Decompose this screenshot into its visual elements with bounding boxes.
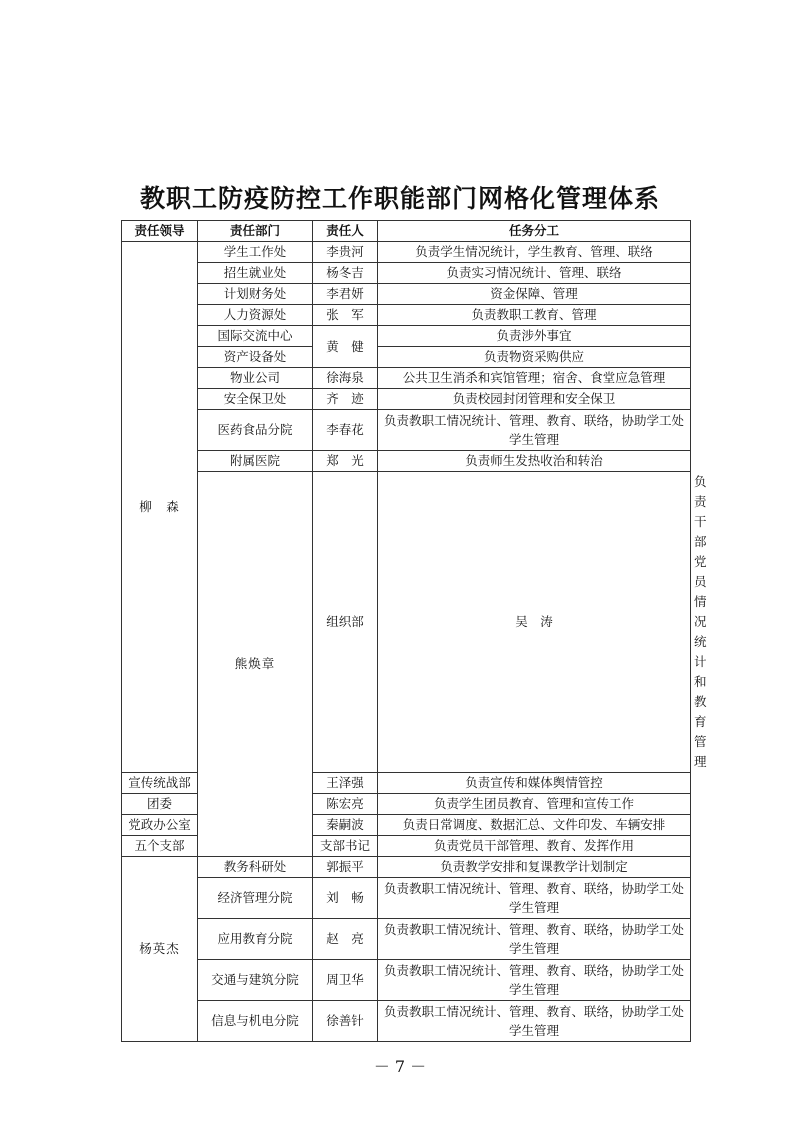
leader-cell: 杨英杰 (122, 857, 198, 1042)
page-number: － 7 － (373, 1057, 427, 1076)
dept-cell: 党政办公室 (122, 815, 198, 836)
dept-cell: 安全保卫处 (198, 389, 313, 410)
task-cell: 负责日常调度、数据汇总、文件印发、车辆安排 (378, 815, 691, 836)
task-cell: 负责学生团员教育、管理和宣传工作 (378, 794, 691, 815)
dept-cell: 附属医院 (198, 451, 313, 472)
table-row (122, 326, 691, 347)
dept-cell: 学生工作处 (198, 242, 313, 263)
task-cell: 资金保障、管理 (378, 284, 691, 305)
task-cell: 负责物资采购供应 (378, 347, 691, 368)
person-cell: 周卫华 (313, 960, 378, 1001)
table-row (122, 960, 691, 1001)
person-cell: 李贵河 (313, 242, 378, 263)
person-cell: 黄 健 (313, 326, 378, 368)
header-person: 责任人 (313, 221, 378, 242)
dept-cell: 计划财务处 (198, 284, 313, 305)
table-row (122, 389, 691, 410)
person-cell: 徐海泉 (313, 368, 378, 389)
task-cell: 负责党员干部管理、教育、发挥作用 (378, 836, 691, 857)
leader-cell: 柳 森 (122, 242, 198, 773)
table-row (122, 242, 691, 263)
dept-cell: 宣传统战部 (122, 773, 198, 794)
leader-cell: 熊焕章 (198, 472, 313, 857)
task-cell: 公共卫生消杀和宾馆管理；宿舍、食堂应急管理 (378, 368, 691, 389)
table-row (122, 1001, 691, 1042)
person-cell: 赵 亮 (313, 919, 378, 960)
dept-cell: 国际交流中心 (198, 326, 313, 347)
document-title: 教职工防疫防控工作职能部门网格化管理体系 (139, 184, 660, 213)
dept-cell: 资产设备处 (198, 347, 313, 368)
dept-cell: 教务科研处 (198, 857, 313, 878)
dept-cell: 物业公司 (198, 368, 313, 389)
task-cell: 负责涉外事宜 (378, 326, 691, 347)
dept-cell: 交通与建筑分院 (198, 960, 313, 1001)
task-cell: 负责教学安排和复课教学计划制定 (378, 857, 691, 878)
task-cell: 负责教职工情况统计、管理、教育、联络，协助学工处学生管理 (378, 878, 691, 919)
header-task: 任务分工 (378, 221, 691, 242)
person-cell: 支部书记 (313, 836, 378, 857)
header-dept: 责任部门 (198, 221, 313, 242)
table-row (122, 368, 691, 389)
table-row (122, 284, 691, 305)
person-cell: 齐 迹 (313, 389, 378, 410)
task-cell: 负责教职工情况统计、管理、教育、联络，协助学工处学生管理 (378, 1001, 691, 1042)
table-row (122, 305, 691, 326)
dept-cell: 组织部 (313, 472, 378, 773)
task-cell: 负责宣传和媒体舆情管控 (378, 773, 691, 794)
task-cell: 负责教职工教育、管理 (378, 305, 691, 326)
table-row (122, 878, 691, 919)
task-cell: 负责教职工情况统计、管理、教育、联络，协助学工处学生管理 (378, 960, 691, 1001)
person-cell: 张 军 (313, 305, 378, 326)
dept-cell: 信息与机电分院 (198, 1001, 313, 1042)
table-header-row (122, 221, 691, 242)
table-row (122, 410, 691, 451)
task-cell: 负责师生发热收治和转治 (378, 451, 691, 472)
task-cell: 负责实习情况统计、管理、联络 (378, 263, 691, 284)
person-cell: 刘 畅 (313, 878, 378, 919)
table-row: 熊焕章 组织部 吴 涛 负责干部党员情况统计和教育管理 (122, 472, 691, 773)
person-cell: 郭振平 (313, 857, 378, 878)
table-row (122, 263, 691, 284)
person-cell: 陈宏亮 (313, 794, 378, 815)
task-cell: 负责教职工情况统计、管理、教育、联络，协助学工处学生管理 (378, 919, 691, 960)
dept-cell: 团委 (122, 794, 198, 815)
task-cell: 负责教职工情况统计、管理、教育、联络，协助学工处学生管理 (378, 410, 691, 451)
table-row (122, 347, 691, 368)
task-cell: 负责校园封闭管理和安全保卫 (378, 389, 691, 410)
person-cell: 李君妍 (313, 284, 378, 305)
task-cell: 负责学生情况统计，学生教育、管理、联络 (378, 242, 691, 263)
dept-cell: 人力资源处 (198, 305, 313, 326)
table-row (122, 919, 691, 960)
dept-cell: 应用教育分院 (198, 919, 313, 960)
dept-cell: 医药食品分院 (198, 410, 313, 451)
dept-cell: 招生就业处 (198, 263, 313, 284)
person-cell: 秦嗣波 (313, 815, 378, 836)
table-row (122, 857, 691, 878)
responsibility-table (121, 220, 707, 1042)
person-cell: 徐善针 (313, 1001, 378, 1042)
person-cell: 王泽强 (313, 773, 378, 794)
person-cell: 李春花 (313, 410, 378, 451)
dept-cell: 经济管理分院 (198, 878, 313, 919)
dept-cell: 五个支部 (122, 836, 198, 857)
person-cell: 郑 光 (313, 451, 378, 472)
person-cell: 吴 涛 (378, 472, 691, 773)
person-cell: 杨冬吉 (313, 263, 378, 284)
header-leader: 责任领导 (122, 221, 198, 242)
table-row (122, 451, 691, 472)
